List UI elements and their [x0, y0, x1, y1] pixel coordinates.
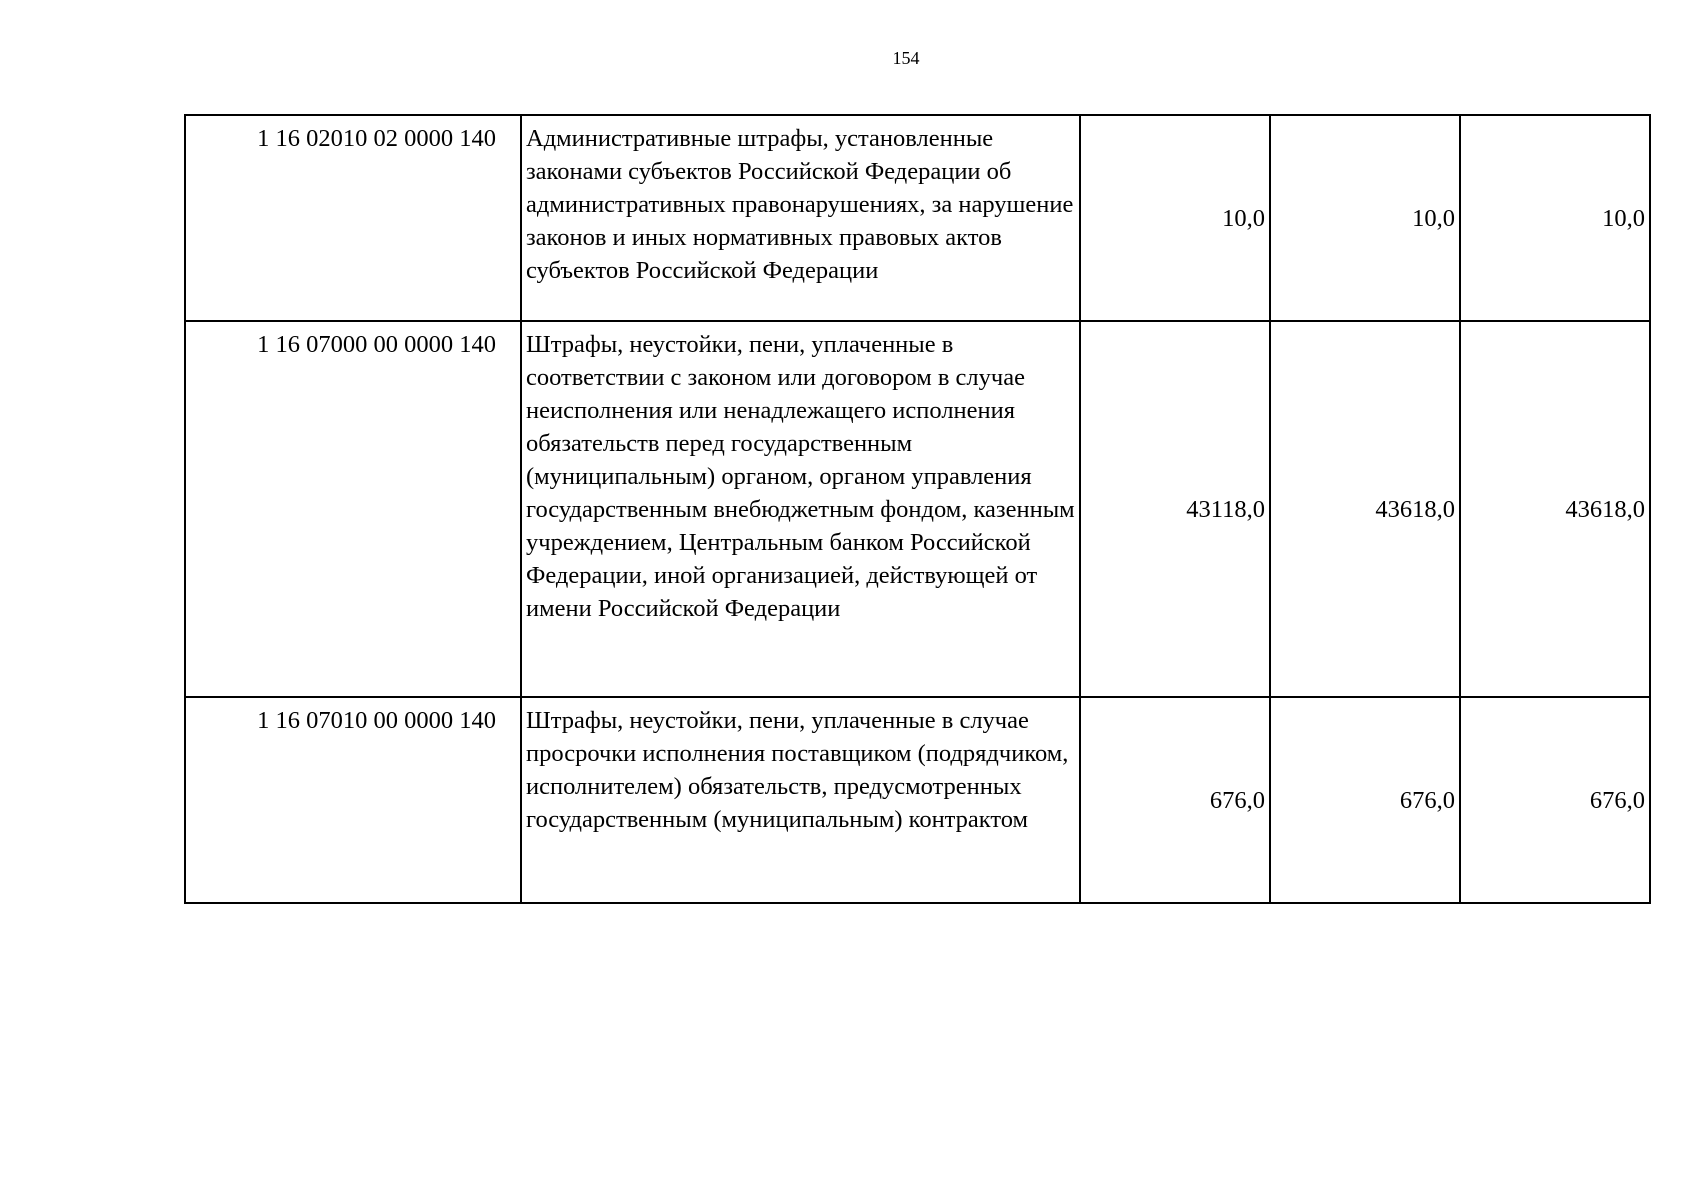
revenue-code-cell: 1 16 07000 00 0000 140	[185, 321, 521, 697]
amount-year-1-cell: 43118,0	[1080, 321, 1270, 697]
revenue-description-cell: Административные штрафы, установленные законами субъектов Российской Федерации об административных правонарушениях, за нарушение законов и иных нормативных правовых актов субъектов Российской Федерации	[521, 115, 1080, 321]
amount-year-2-cell: 676,0	[1270, 697, 1460, 903]
revenue-table	[184, 114, 1651, 904]
table-row	[185, 115, 1650, 321]
amount-year-3-cell: 43618,0	[1460, 321, 1650, 697]
amount-year-2-cell: 10,0	[1270, 115, 1460, 321]
amount-year-2-cell: 43618,0	[1270, 321, 1460, 697]
table-row	[185, 321, 1650, 697]
page-number: 154	[892, 48, 920, 68]
revenue-description-cell: Штрафы, неустойки, пени, уплаченные в случае просрочки исполнения поставщиком (подрядчиком, исполнителем) обязательств, предусмотренных государственным (муниципальным) контрактом	[521, 697, 1080, 903]
amount-year-1-cell: 676,0	[1080, 697, 1270, 903]
amount-year-3-cell: 10,0	[1460, 115, 1650, 321]
revenue-description-cell: Штрафы, неустойки, пени, уплаченные в соответствии с законом или договором в случае неисполнения или ненадлежащего исполнения обязательств перед государственным (муниципальным) органом, органом управления государственным внебюджетным фондом, казенным учреждением, Центральным банком Российской Федерации, иной организацией, действующей от имени Российской Федерации	[521, 321, 1080, 697]
amount-year-3-cell: 676,0	[1460, 697, 1650, 903]
amount-year-1-cell: 10,0	[1080, 115, 1270, 321]
table-row	[185, 697, 1650, 903]
revenue-code-cell: 1 16 07010 00 0000 140	[185, 697, 521, 903]
revenue-code-cell: 1 16 02010 02 0000 140	[185, 115, 521, 321]
